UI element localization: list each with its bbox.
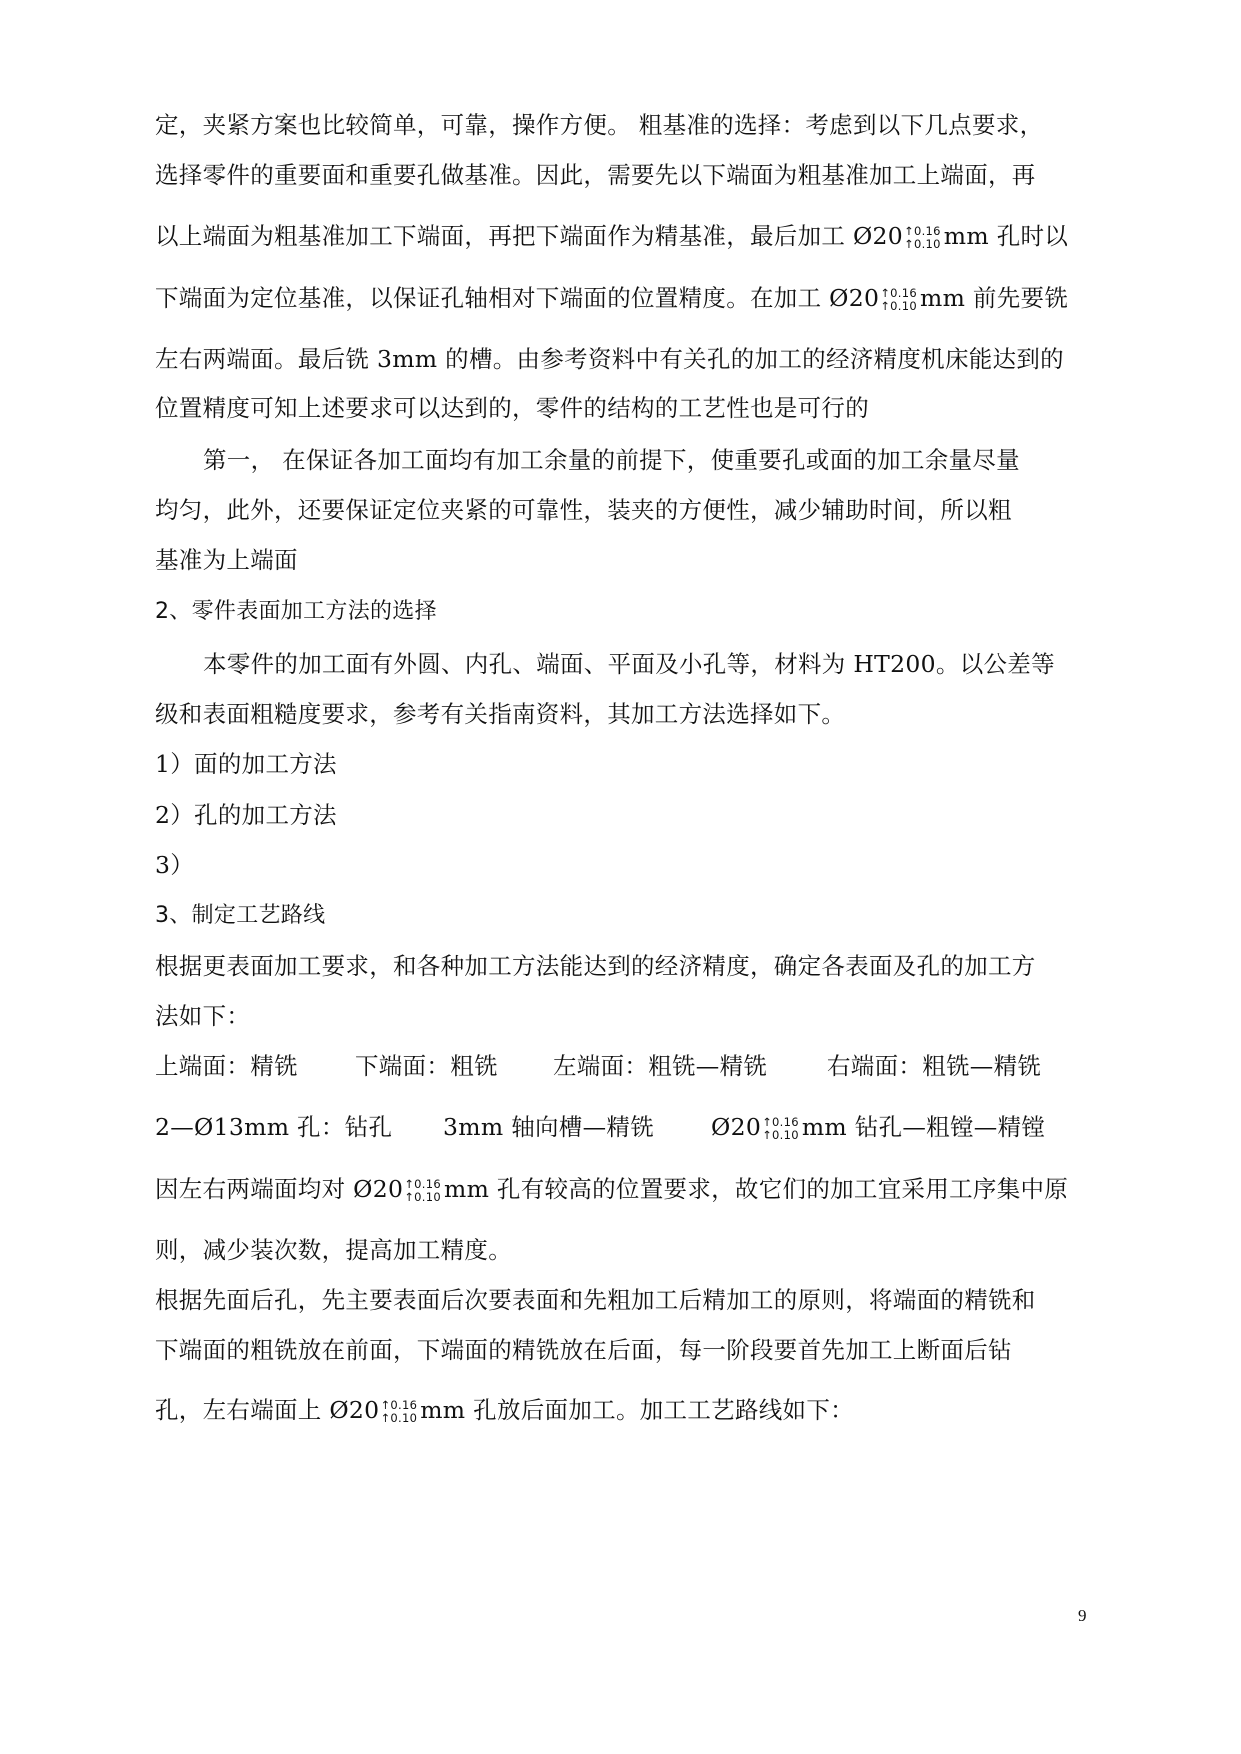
text-line-3-start: 以上端面为粗基准加工下端面，再把下端面作为精基准，最后加工 Ø20	[155, 222, 904, 250]
right-face-method: 右端面：粗铣—精铣	[827, 1052, 1042, 1080]
text-line-3	[155, 221, 1068, 251]
text-line-6: 位置精度可知上述要求可以达到的，零件的结构的工艺性也是可行的	[155, 394, 869, 422]
text-line-4	[155, 283, 1068, 313]
tolerance-superscript	[880, 287, 917, 313]
section-heading-3: 3、制定工艺路线	[155, 903, 326, 928]
tolerance-upper: ↑0.16	[904, 223, 941, 238]
text-line-19: 根据先面后孔，先主要表面后次要表面和先粗加工后精加工的原则，将端面的精铣和	[155, 1286, 1036, 1314]
text-line-15: 根据更表面加工要求，和各种加工方法能达到的经济精度，确定各表面及孔的加工方	[155, 952, 1036, 980]
tolerance-upper: ↑0.16	[404, 1176, 441, 1191]
tolerance-upper: ↑0.16	[762, 1114, 799, 1129]
left-face-method: 左端面：粗铣—精铣	[553, 1052, 768, 1080]
text-line-21-end: mm 孔放后面加工。加工工艺路线如下：	[420, 1396, 854, 1424]
tolerance-superscript	[904, 225, 941, 251]
list-item-3: 3）	[155, 851, 195, 879]
page-number: 9	[1078, 1606, 1087, 1625]
text-line-17-start: 因左右两端面均对 Ø20	[155, 1175, 404, 1203]
text-line-7: 第一， 在保证各加工面均有加工余量的前提下，使重要孔或面的加工余量尽量	[203, 446, 1020, 474]
axial-slot-method: 3mm 轴向槽—精铣	[443, 1113, 654, 1141]
hole-13-method: 2—Ø13mm 孔：钻孔	[155, 1113, 393, 1141]
tolerance-lower: ↑0.10	[762, 1127, 799, 1142]
hole-20-steps: mm 钻孔—粗镗—精镗	[801, 1113, 1046, 1141]
text-line-10: 本零件的加工面有外圆、内孔、端面、平面及小孔等，材料为 HT200。以公差等	[203, 650, 1055, 678]
method-row-1	[155, 1051, 1085, 1081]
text-line-20: 下端面的粗铣放在前面，下端面的精铣放在后面，每一阶段要首先加工上断面后钻	[155, 1336, 1012, 1364]
tolerance-lower: ↑0.10	[404, 1189, 441, 1204]
tolerance-superscript	[762, 1116, 799, 1142]
text-line-18: 则，减少装次数，提高加工精度。	[155, 1236, 512, 1264]
tolerance-lower: ↑0.10	[880, 298, 917, 313]
text-line-21	[155, 1395, 854, 1425]
text-line-11: 级和表面粗糙度要求，参考有关指南资料，其加工方法选择如下。	[155, 700, 846, 728]
tolerance-upper: ↑0.16	[380, 1397, 418, 1412]
text-line-3-end: mm 孔时以	[943, 222, 1069, 250]
lower-face-method: 下端面：粗铣	[355, 1052, 498, 1080]
text-line-21-start: 孔，左右端面上 Ø20	[155, 1396, 380, 1424]
tolerance-upper: ↑0.16	[880, 285, 917, 300]
text-line-4-start: 下端面为定位基准，以保证孔轴相对下端面的位置精度。在加工 Ø20	[155, 284, 880, 312]
text-line-1: 定，夹紧方案也比较简单，可靠，操作方便。 粗基准的选择：考虑到以下几点要求，	[155, 111, 1044, 139]
text-line-8: 均匀，此外，还要保证定位夹紧的可靠性，装夹的方便性，减少辅助时间，所以粗	[155, 496, 1012, 524]
tolerance-superscript	[404, 1178, 441, 1204]
text-line-5: 左右两端面。最后铣 3mm 的槽。由参考资料中有关孔的加工的经济精度机床能达到的	[155, 345, 1064, 373]
method-row-2	[155, 1112, 1085, 1152]
hole-20-label: Ø20	[711, 1113, 762, 1141]
text-line-17	[155, 1174, 1068, 1204]
text-line-16: 法如下：	[155, 1002, 251, 1030]
tolerance-lower: ↑0.10	[904, 236, 941, 251]
tolerance-superscript	[380, 1399, 417, 1425]
section-heading-2: 2、零件表面加工方法的选择	[155, 599, 437, 624]
list-item-2: 2）孔的加工方法	[155, 801, 337, 829]
hole-20-method	[711, 1112, 1045, 1142]
text-line-4-end: mm 前先要铣	[920, 284, 1069, 312]
text-line-2: 选择零件的重要面和重要孔做基准。因此，需要先以下端面为粗基准加工上端面，再	[155, 161, 1036, 189]
text-line-17-end: mm 孔有较高的位置要求，故它们的加工宜采用工序集中原	[444, 1175, 1069, 1203]
tolerance-lower: ↑0.10	[380, 1410, 418, 1425]
upper-face-method: 上端面：精铣	[155, 1052, 298, 1080]
list-item-1: 1）面的加工方法	[155, 750, 337, 778]
text-line-9: 基准为上端面	[155, 546, 298, 574]
